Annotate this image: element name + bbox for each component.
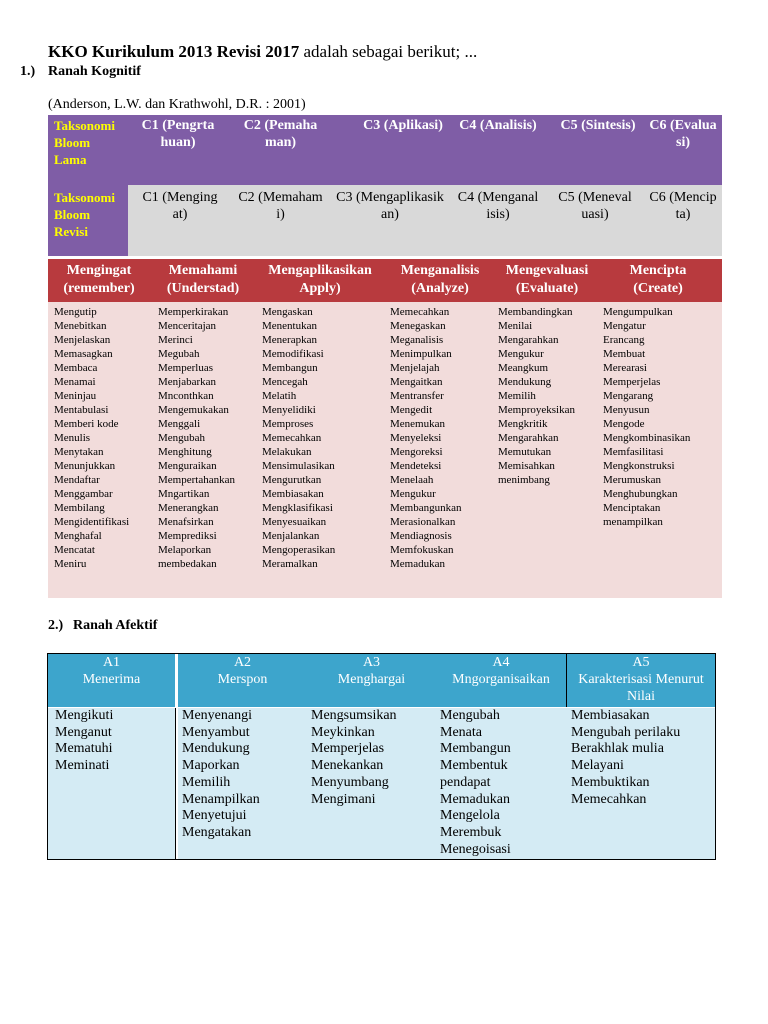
kognitif-header: Mencipta (Create)	[629, 263, 687, 296]
afektif-name: Merspon	[217, 672, 268, 687]
afektif-verb: Mengsumsikan	[311, 708, 397, 723]
afektif-verb: Meykinkan	[311, 724, 375, 740]
kognitif-verb: Mngartikan	[158, 488, 210, 500]
afektif-column	[440, 708, 511, 858]
kognitif-verb: Mendeteksi	[390, 460, 442, 472]
kognitif-verb: Membaca	[54, 362, 98, 374]
kognitif-verb: Melaporkan	[158, 544, 212, 556]
afektif-verb: pendapat	[440, 774, 491, 790]
kognitif-column	[158, 305, 235, 571]
section2-label: Ranah Afektif	[73, 618, 158, 633]
section2-number: 2.)	[48, 618, 64, 633]
kognitif-verb: menampilkan	[603, 516, 663, 528]
lama-col: C6 (Evaluasi)	[649, 118, 717, 150]
kognitif-verb: Meniru	[54, 558, 87, 570]
afektif-verb: Merembuk	[440, 824, 502, 840]
kognitif-verb: Mengurutkan	[262, 474, 322, 486]
kognitif-column	[262, 305, 335, 571]
kognitif-verb: Memutukan	[498, 446, 552, 458]
kognitif-verb: Mengidentifikasi	[54, 516, 130, 528]
section1-number: 1.)	[20, 64, 36, 79]
kognitif-verb: Menyeleksi	[390, 432, 442, 444]
title-bold: KKO Kurikulum 2013 Revisi 2017	[48, 42, 300, 61]
kognitif-verb: Menceritajan	[158, 320, 217, 332]
afektif-verb: Menyetujui	[182, 808, 247, 824]
kognitif-verb: Merasionalkan	[390, 516, 456, 528]
kognitif-verb: Memfasilitasi	[603, 446, 664, 458]
kognitif-verb: Menunjukkan	[54, 460, 116, 472]
afektif-header	[178, 654, 307, 707]
title-rest: adalah sebagai berikut; ...	[299, 42, 478, 61]
afektif-verb: Memecahkan	[571, 791, 647, 807]
lama-col: C1 (Pengrtahuan)	[141, 118, 215, 150]
afektif-verb: Mematuhi	[55, 741, 113, 757]
revisi-col: C4 (Menganalisis)	[457, 190, 539, 222]
afektif-verb: Menegoisasi	[440, 841, 511, 857]
kognitif-verb: Mengarahkan	[498, 432, 559, 444]
kognitif-header: Menganalisis (Analyze)	[400, 263, 480, 296]
kognitif-verb: Menyusun	[603, 404, 650, 416]
kognitif-verb: Memproses	[262, 418, 314, 430]
afektif-verb: Menganut	[55, 724, 112, 740]
revisi-col: C2 (Memahami)	[238, 190, 323, 222]
kognitif-verb: membedakan	[158, 558, 217, 570]
kognitif-verb: Mengukur	[498, 348, 544, 360]
kognitif-verb: Mengaitkan	[390, 376, 443, 388]
kognitif-verb: Memasagkan	[54, 348, 113, 360]
kognitif-verb: Mengoreksi	[390, 446, 443, 458]
kognitif-header-row	[48, 259, 722, 302]
kognitif-verb: Membilang	[54, 502, 105, 514]
kognitif-verb: Mendukung	[498, 376, 552, 388]
kognitif-verb: Memperluas	[158, 362, 213, 374]
kognitif-header: Mengevaluasi (Evaluate)	[505, 263, 589, 296]
afektif-column	[182, 708, 260, 842]
kognitif-verb: Mentransfer	[390, 390, 444, 402]
section1-label: Ranah Kognitif	[48, 64, 141, 79]
kognitif-verb: Mengoperasikan	[262, 544, 336, 556]
kognitif-verb: Menggambar	[54, 488, 113, 500]
kognitif-verb: Membandingkan	[498, 306, 573, 318]
kognitif-verb: Memprediksi	[158, 530, 217, 542]
kognitif-verb: Mengedit	[390, 404, 433, 416]
lama-col: C4 (Analisis)	[459, 118, 537, 133]
kognitif-verb: Memecahkan	[262, 432, 322, 444]
kognitif-verb: menimbang	[498, 474, 550, 486]
kognitif-verb: Merinci	[158, 334, 193, 346]
kognitif-verb: Memfokuskan	[390, 544, 454, 556]
afektif-verb: Mengubah perilaku	[571, 724, 681, 740]
afektif-divider	[175, 708, 176, 859]
kognitif-verb: Merearasi	[603, 362, 647, 374]
kognitif-verb: Mengatur	[603, 320, 646, 332]
revisi-col: C5 (Menevaluasi)	[558, 190, 632, 222]
afektif-verb: Membiasakan	[571, 708, 650, 723]
kognitif-verb: Meramalkan	[262, 558, 318, 570]
kognitif-verb: Mendaftar	[54, 474, 100, 486]
kognitif-verb: Menafsirkan	[158, 516, 214, 528]
kognitif-verb: Menerapkan	[262, 334, 317, 346]
kognitif-verb: Mengaskan	[262, 306, 313, 318]
afektif-verb: Menyenangi	[182, 708, 252, 723]
afektif-verb: Mengubah	[440, 708, 500, 723]
afektif-verb: Membentuk	[440, 758, 508, 774]
kognitif-verb: Menebitkan	[54, 320, 107, 332]
kognitif-verb: Mengode	[603, 418, 645, 430]
afektif-verb: Memperjelas	[311, 741, 385, 757]
kognitif-verb: Megubah	[158, 348, 200, 360]
taxonomy-table	[48, 115, 722, 256]
kognitif-verb: Mengarang	[603, 390, 654, 402]
kognitif-verb: Menulis	[54, 432, 91, 444]
kognitif-verb: Menjelajah	[390, 362, 440, 374]
kognitif-verb: Memilih	[498, 390, 536, 402]
kognitif-verb: Merumuskan	[603, 474, 662, 486]
citation: (Anderson, L.W. dan Krathwohl, D.R. : 2001)	[48, 97, 306, 112]
kognitif-verb: Menguraikan	[158, 460, 217, 472]
revisi-col: C6 (Mencipta)	[649, 190, 717, 222]
kognitif-verb: Mengarahkan	[498, 334, 559, 346]
kognitif-verb: Mengutip	[54, 306, 97, 318]
kognitif-header: Memahami (Understad)	[166, 263, 240, 296]
lama-col: C5 (Sintesis)	[560, 118, 636, 133]
afektif-header	[307, 654, 436, 707]
kognitif-verb: Melakukan	[262, 446, 312, 458]
afektif-verb: Mengimani	[311, 791, 376, 807]
kognitif-verb: Menelaah	[390, 474, 434, 486]
afektif-table	[47, 653, 716, 860]
kognitif-verb: Memperkirakan	[158, 306, 229, 318]
afektif-header	[48, 654, 175, 707]
afektif-code: A4	[492, 655, 510, 670]
kognitif-verb: Menghitung	[158, 446, 212, 458]
afektif-verb: Menekankan	[311, 758, 384, 774]
kognitif-header: Mengaplikasikan Apply)	[268, 263, 372, 296]
kognitif-verb: Menemukan	[390, 418, 445, 430]
kognitif-column	[54, 305, 129, 571]
kognitif-verb: Mencatat	[54, 544, 95, 556]
afektif-verb: Memadukan	[440, 791, 510, 807]
afektif-column	[55, 708, 113, 775]
kognitif-verb: Mengklasifikasi	[262, 502, 333, 514]
kognitif-verb: Membiasakan	[262, 488, 324, 500]
kognitif-column	[390, 305, 461, 571]
kognitif-verb: Mempertahankan	[158, 474, 235, 486]
afektif-name: Menerima	[82, 672, 141, 687]
afektif-code: A1	[102, 655, 121, 670]
kognitif-verb: Memecahkan	[390, 306, 450, 318]
taxonomy-revisi-label: Taksonomi Bloom Revisi	[54, 190, 115, 239]
kognitif-verb: Menytakan	[54, 446, 104, 458]
kognitif-verbs-table	[48, 259, 722, 598]
kognitif-verb: Menegaskan	[390, 320, 446, 332]
kognitif-verb: Membangun	[262, 362, 318, 374]
afektif-verb: Menyumbang	[311, 774, 389, 790]
afektif-verb: Membuktikan	[571, 774, 650, 790]
afektif-name: Menghargai	[337, 672, 406, 687]
afektif-header	[436, 654, 566, 707]
afektif-verb: Menampilkan	[182, 791, 260, 807]
revisi-col: C1 (Mengingat)	[142, 190, 218, 222]
kognitif-verb: Menyelidiki	[262, 404, 316, 416]
kognitif-verb: Mengumpulkan	[603, 306, 673, 318]
afektif-code: A2	[233, 655, 252, 670]
afektif-column	[571, 708, 680, 808]
afektif-verb: Memilih	[182, 774, 231, 790]
kognitif-verb: Memproyeksikan	[498, 404, 575, 416]
kognitif-verb: Menyesuaikan	[262, 516, 327, 528]
kognitif-verb: Menghubungkan	[603, 488, 678, 500]
kognitif-verb: Menjalankan	[262, 530, 320, 542]
afektif-header-divider	[175, 654, 178, 707]
kognitif-verb: Menghafal	[54, 530, 102, 542]
afektif-verb: Maporkan	[182, 758, 240, 774]
kognitif-verb: Menggali	[158, 418, 201, 430]
afektif-verb: Melayani	[571, 758, 624, 774]
kognitif-column	[603, 305, 690, 529]
kognitif-verb: Menjabarkan	[158, 376, 217, 388]
kognitif-verb: Mencegah	[262, 376, 308, 388]
afektif-verb: Menyambut	[182, 724, 250, 740]
kognitif-verb: Mengubah	[158, 432, 206, 444]
revisi-col: C3 (Mengaplikasikan)	[336, 190, 444, 222]
afektif-name: Karakterisasi Menurut Nilai	[578, 672, 704, 704]
kognitif-verb: Memadukan	[390, 558, 445, 570]
kognitif-verb: Menciptakan	[603, 502, 661, 514]
kognitif-verb: Membuat	[603, 348, 646, 360]
afektif-column	[311, 708, 397, 808]
kognitif-verb: Mnconthkan	[158, 390, 214, 402]
kognitif-verb: Mendiagnosis	[390, 530, 452, 542]
kognitif-verb: Membangunkan	[390, 502, 462, 514]
kognitif-column	[498, 305, 575, 487]
kognitif-verb: Mengkombinasikan	[603, 432, 691, 444]
kognitif-verb: Melatih	[262, 390, 297, 402]
kognitif-header: Mengingat (remember)	[63, 263, 135, 296]
kognitif-verb: Mensimulasikan	[262, 460, 335, 472]
document-title	[48, 42, 477, 62]
lama-col: C3 (Aplikasi)	[363, 118, 443, 133]
kognitif-verb: Meninjau	[54, 390, 97, 402]
afektif-code: A5	[632, 655, 650, 670]
kognitif-verb: Memberi kode	[54, 418, 119, 430]
kognitif-verb: Meangkum	[498, 362, 549, 374]
kognitif-verb: Menentukan	[262, 320, 317, 332]
afektif-verb: Berakhlak mulia	[571, 741, 664, 757]
lama-col: C2 (Pemahaman)	[243, 118, 318, 150]
afektif-header	[566, 654, 715, 707]
kognitif-verb: Erancang	[603, 334, 645, 346]
kognitif-verb: Menjelaskan	[54, 334, 111, 346]
kognitif-verb: Menamai	[54, 376, 96, 388]
kognitif-verb: Mengkonstruksi	[603, 460, 675, 472]
afektif-code: A3	[362, 655, 381, 670]
kognitif-verb: Mengemukakan	[158, 404, 229, 416]
afektif-verb: Meminati	[55, 758, 110, 774]
afektif-verb: Mengatakan	[182, 824, 252, 840]
afektif-name: Mngorganisaikan	[452, 672, 550, 687]
kognitif-verb: Mengkritik	[498, 418, 548, 430]
kognitif-verb: Menimpulkan	[390, 348, 452, 360]
afektif-verb: Mengelola	[440, 808, 500, 824]
afektif-verb: Mendukung	[182, 741, 250, 757]
taxonomy-lama-label: Taksonomi Bloom Lama	[54, 118, 115, 167]
kognitif-verb: Mentabulasi	[54, 404, 109, 416]
kognitif-verb: Meganalisis	[390, 334, 444, 346]
afektif-verb: Mengikuti	[55, 708, 114, 723]
kognitif-verb: Memperjelas	[603, 376, 661, 388]
kognitif-verb: Menilai	[498, 320, 533, 332]
kognitif-verb: Memisahkan	[498, 460, 555, 472]
kognitif-verb: Memodifikasi	[262, 348, 324, 360]
afektif-verb: Membangun	[440, 741, 511, 757]
afektif-verb: Menata	[440, 724, 482, 740]
kognitif-verb: Menerangkan	[158, 502, 219, 514]
kognitif-verb: Mengukur	[390, 488, 436, 500]
